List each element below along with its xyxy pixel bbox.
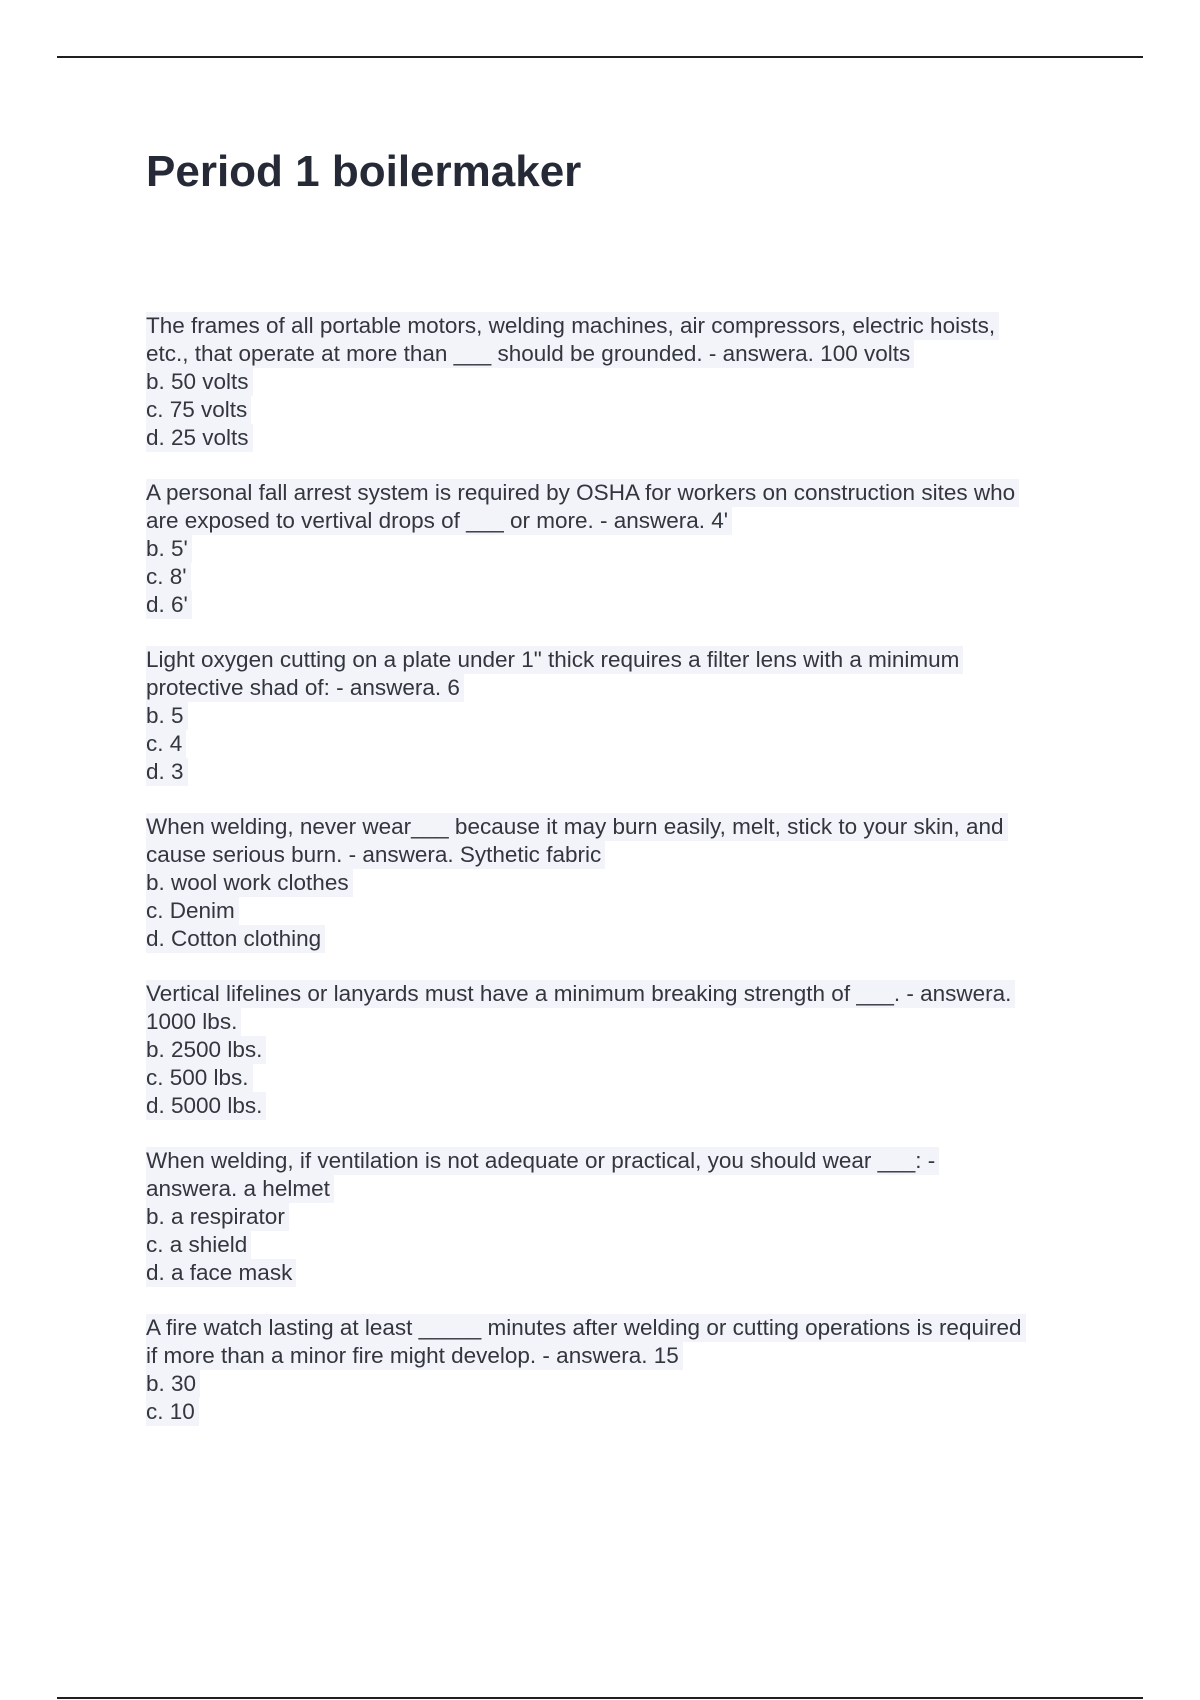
- answer-option: b. a respirator: [146, 1203, 289, 1231]
- question-text: etc., that operate at more than ___ should be grounded. - answera. 100 volts: [146, 340, 914, 368]
- question-text: answera. a helmet: [146, 1175, 334, 1203]
- question-text: 1000 lbs.: [146, 1008, 241, 1036]
- page-title: Period 1 boilermaker: [146, 147, 582, 196]
- answer-option: c. Denim: [146, 897, 239, 925]
- answer-option: d. 25 volts: [146, 424, 253, 452]
- question-text: A personal fall arrest system is required by OSHA for workers on construction sites who: [146, 479, 1019, 507]
- question-text: cause serious burn. - answera. Sythetic fabric: [146, 841, 605, 869]
- answer-option: d. 3: [146, 758, 188, 786]
- answer-option: d. a face mask: [146, 1259, 296, 1287]
- answer-option: c. 4: [146, 730, 186, 758]
- answer-option: b. wool work clothes: [146, 869, 353, 897]
- question-block: [146, 1314, 1086, 1426]
- answer-option: b. 50 volts: [146, 368, 253, 396]
- question-text: protective shad of: - answera. 6: [146, 674, 464, 702]
- answer-option: c. 8': [146, 563, 191, 591]
- question-block: [146, 980, 1086, 1120]
- answer-option: b. 5': [146, 535, 192, 563]
- answer-option: b. 30: [146, 1370, 200, 1398]
- answer-option: c. 75 volts: [146, 396, 251, 424]
- question-text: if more than a minor fire might develop. - answera. 15: [146, 1342, 683, 1370]
- answer-option: c. 500 lbs.: [146, 1064, 253, 1092]
- answer-option: c. 10: [146, 1398, 199, 1426]
- question-block: [146, 646, 1086, 786]
- answer-option: d. Cotton clothing: [146, 925, 325, 953]
- question-text: Light oxygen cutting on a plate under 1" thick requires a filter lens with a minimum: [146, 646, 963, 674]
- bottom-rule: [57, 1697, 1143, 1699]
- question-block: [146, 813, 1086, 953]
- question-text: When welding, never wear___ because it may burn easily, melt, stick to your skin, and: [146, 813, 1008, 841]
- answer-option: c. a shield: [146, 1231, 251, 1259]
- question-text: Vertical lifelines or lanyards must have a minimum breaking strength of ___. - answera.: [146, 980, 1015, 1008]
- question-text: When welding, if ventilation is not adequate or practical, you should wear ___: -: [146, 1147, 939, 1175]
- answer-option: d. 6': [146, 591, 192, 619]
- question-block: [146, 1147, 1086, 1287]
- answer-option: b. 5: [146, 702, 188, 730]
- question-text: The frames of all portable motors, welding machines, air compressors, electric hoists,: [146, 312, 999, 340]
- question-text: A fire watch lasting at least _____ minutes after welding or cutting operations is required: [146, 1314, 1026, 1342]
- top-rule: [57, 56, 1143, 58]
- question-text: are exposed to vertival drops of ___ or more. - answera. 4': [146, 507, 732, 535]
- question-block: [146, 312, 1086, 452]
- answer-option: d. 5000 lbs.: [146, 1092, 266, 1120]
- question-list: [146, 312, 1086, 1453]
- answer-option: b. 2500 lbs.: [146, 1036, 266, 1064]
- question-block: [146, 479, 1086, 619]
